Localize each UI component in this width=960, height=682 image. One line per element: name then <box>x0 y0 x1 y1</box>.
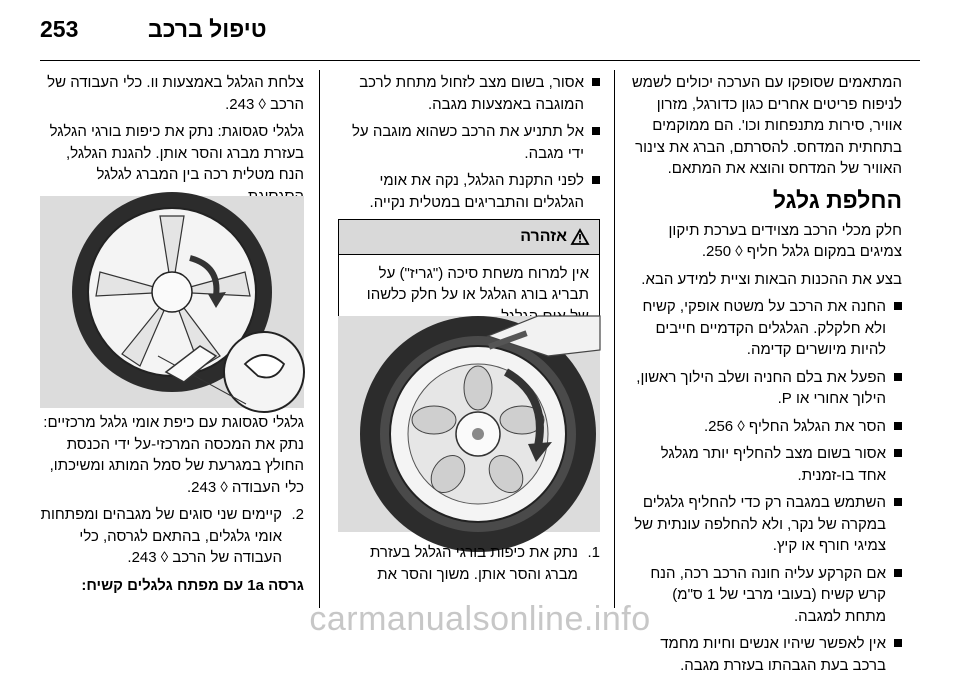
list-item: אל תתניע את הרכב כשהוא מוגבה על ידי מגבה. <box>338 121 600 164</box>
version-heading: גרסה 1a עם מפתח גלגלים קשיח: <box>81 576 304 594</box>
left-column <box>40 72 304 213</box>
bullet-square-icon <box>592 127 600 135</box>
watermark: carmanualsonline.info <box>309 600 651 638</box>
bullet-square-icon <box>894 569 902 577</box>
list-item: השתמש במגבה רק כדי להחליף גלגלים במקרה של נקר, ולא להחלפה עונתית של צמיגי חורף או קיץ. <box>630 492 902 557</box>
list-item: הפעל את בלם החניה ושלב הילוך ראשון, הילוך אחורי או P. <box>630 367 902 410</box>
warning-text: אין למרוח משחת סיכה ("גריז") על תבריג בורג הגלגל או על חלק כלשהו <box>366 264 589 303</box>
right-column <box>630 72 902 682</box>
list-item: הסר את הגלגל החליף ◊ 256. <box>630 416 902 438</box>
bullet-square-icon <box>894 449 902 457</box>
wheel-cover-illustration <box>338 316 600 532</box>
list-item: לפני התקנת הגלגל, נקה את אומי הגלגלים והתבריגים במטלית נקייה. <box>338 170 600 213</box>
hook-paragraph: צלחת הגלגל באמצעות וו. כלי העבודה של הרכב ◊ 243. <box>47 74 304 113</box>
step-text: נתק את כיפות בורגי הגלגל בעזרת מברג והסר אותן. משוך והסר את <box>370 544 578 583</box>
bullet-square-icon <box>894 422 902 430</box>
step-text: קיימים שני סוגים של מגבהים ומפתחות אומי גלגלים, בהתאם לגרסה, כלי העבודה של הרכב ◊ 243. <box>40 506 282 566</box>
step-1 <box>338 542 600 585</box>
bullet-square-icon <box>894 302 902 310</box>
left-column-bottom <box>40 412 304 596</box>
page-title: טיפול ברכב <box>148 16 267 42</box>
list-item: אין לאפשר שיהיו אנשים וחיות מחמד ברכב בעת הגבהתו בעזרת מגבה. <box>630 633 902 676</box>
list-item: אם הקרקע עליה חונה הרכב רכה, הנח קרש קשיח (בעובי מרבי של 1 ס"מ) מתחת למגבה. <box>630 563 902 628</box>
spare-note-paragraph: חלק מכלי הרכב מצוידים בערכת תיקון צמיגים במקום גלגל חליף ◊ 250. <box>668 221 902 260</box>
list-item: אסור, בשום מצב לזחול מתחת לרכב המוגבה באמצעות מגבה. <box>338 72 600 115</box>
bullet-square-icon <box>592 176 600 184</box>
alloy-bolt-paragraph: גלגלי סגסוגת: נתק את כיפות בורגי הגלגל בעזרת מברג והסר אותן. להגנת הגלגל, הנח מטלית רכה בין המברג לגלגל <box>49 123 304 183</box>
bullet-square-icon <box>894 498 902 506</box>
page-number: 253 <box>40 16 79 42</box>
column-divider-left <box>319 70 320 608</box>
step-number: 2. <box>291 506 304 523</box>
prep-paragraph: בצע את ההכנות הבאות וציית למידע הבא. <box>641 270 902 288</box>
column-divider-right <box>614 70 615 608</box>
center-cap-paragraph: גלגלי סגסוגת עם כיפת אומי גלגל מרכזיים: נתק את המכסה המרכזי-על ידי הכנסת החולץ במגרעת של סמל המותג ומשיכתו, כלי העבודה ◊ 243. <box>43 414 304 496</box>
alloy-wheel-illustration <box>40 196 304 408</box>
list-item: החנה את הרכב על משטח אופקי, קשיח ולא חלקלק. הגלגלים הקדמיים חייבים להיות מיושרים קדימה. <box>630 296 902 361</box>
safety-bullet-list <box>338 72 600 213</box>
bullet-square-icon <box>894 373 902 381</box>
section-title: החלפת גלגל <box>772 186 902 213</box>
header-divider <box>40 60 920 61</box>
middle-column <box>338 72 600 344</box>
step-number: 1. <box>587 544 600 561</box>
warning-header <box>339 220 599 255</box>
step-2 <box>40 504 304 569</box>
bullet-square-icon <box>592 78 600 86</box>
warning-triangle-icon <box>571 229 589 245</box>
intro-paragraph: המתאמים שסופקו עם הערכה יכולים לשמש לניפוח פריטים אחרים כגון כדורגל, מזרון אוויר, סירות מתנפחות וכו'. הם ממוקמים בתחתית המדחס. להסרתם, הברג את צינור האוויר של המדחס והוצא את המתאם. <box>631 74 902 177</box>
page-header <box>40 14 920 54</box>
warning-title: אזהרה <box>520 228 567 245</box>
list-item: אסור בשום מצב להחליף יותר מגלגל אחד בו-זמנית. <box>630 443 902 486</box>
